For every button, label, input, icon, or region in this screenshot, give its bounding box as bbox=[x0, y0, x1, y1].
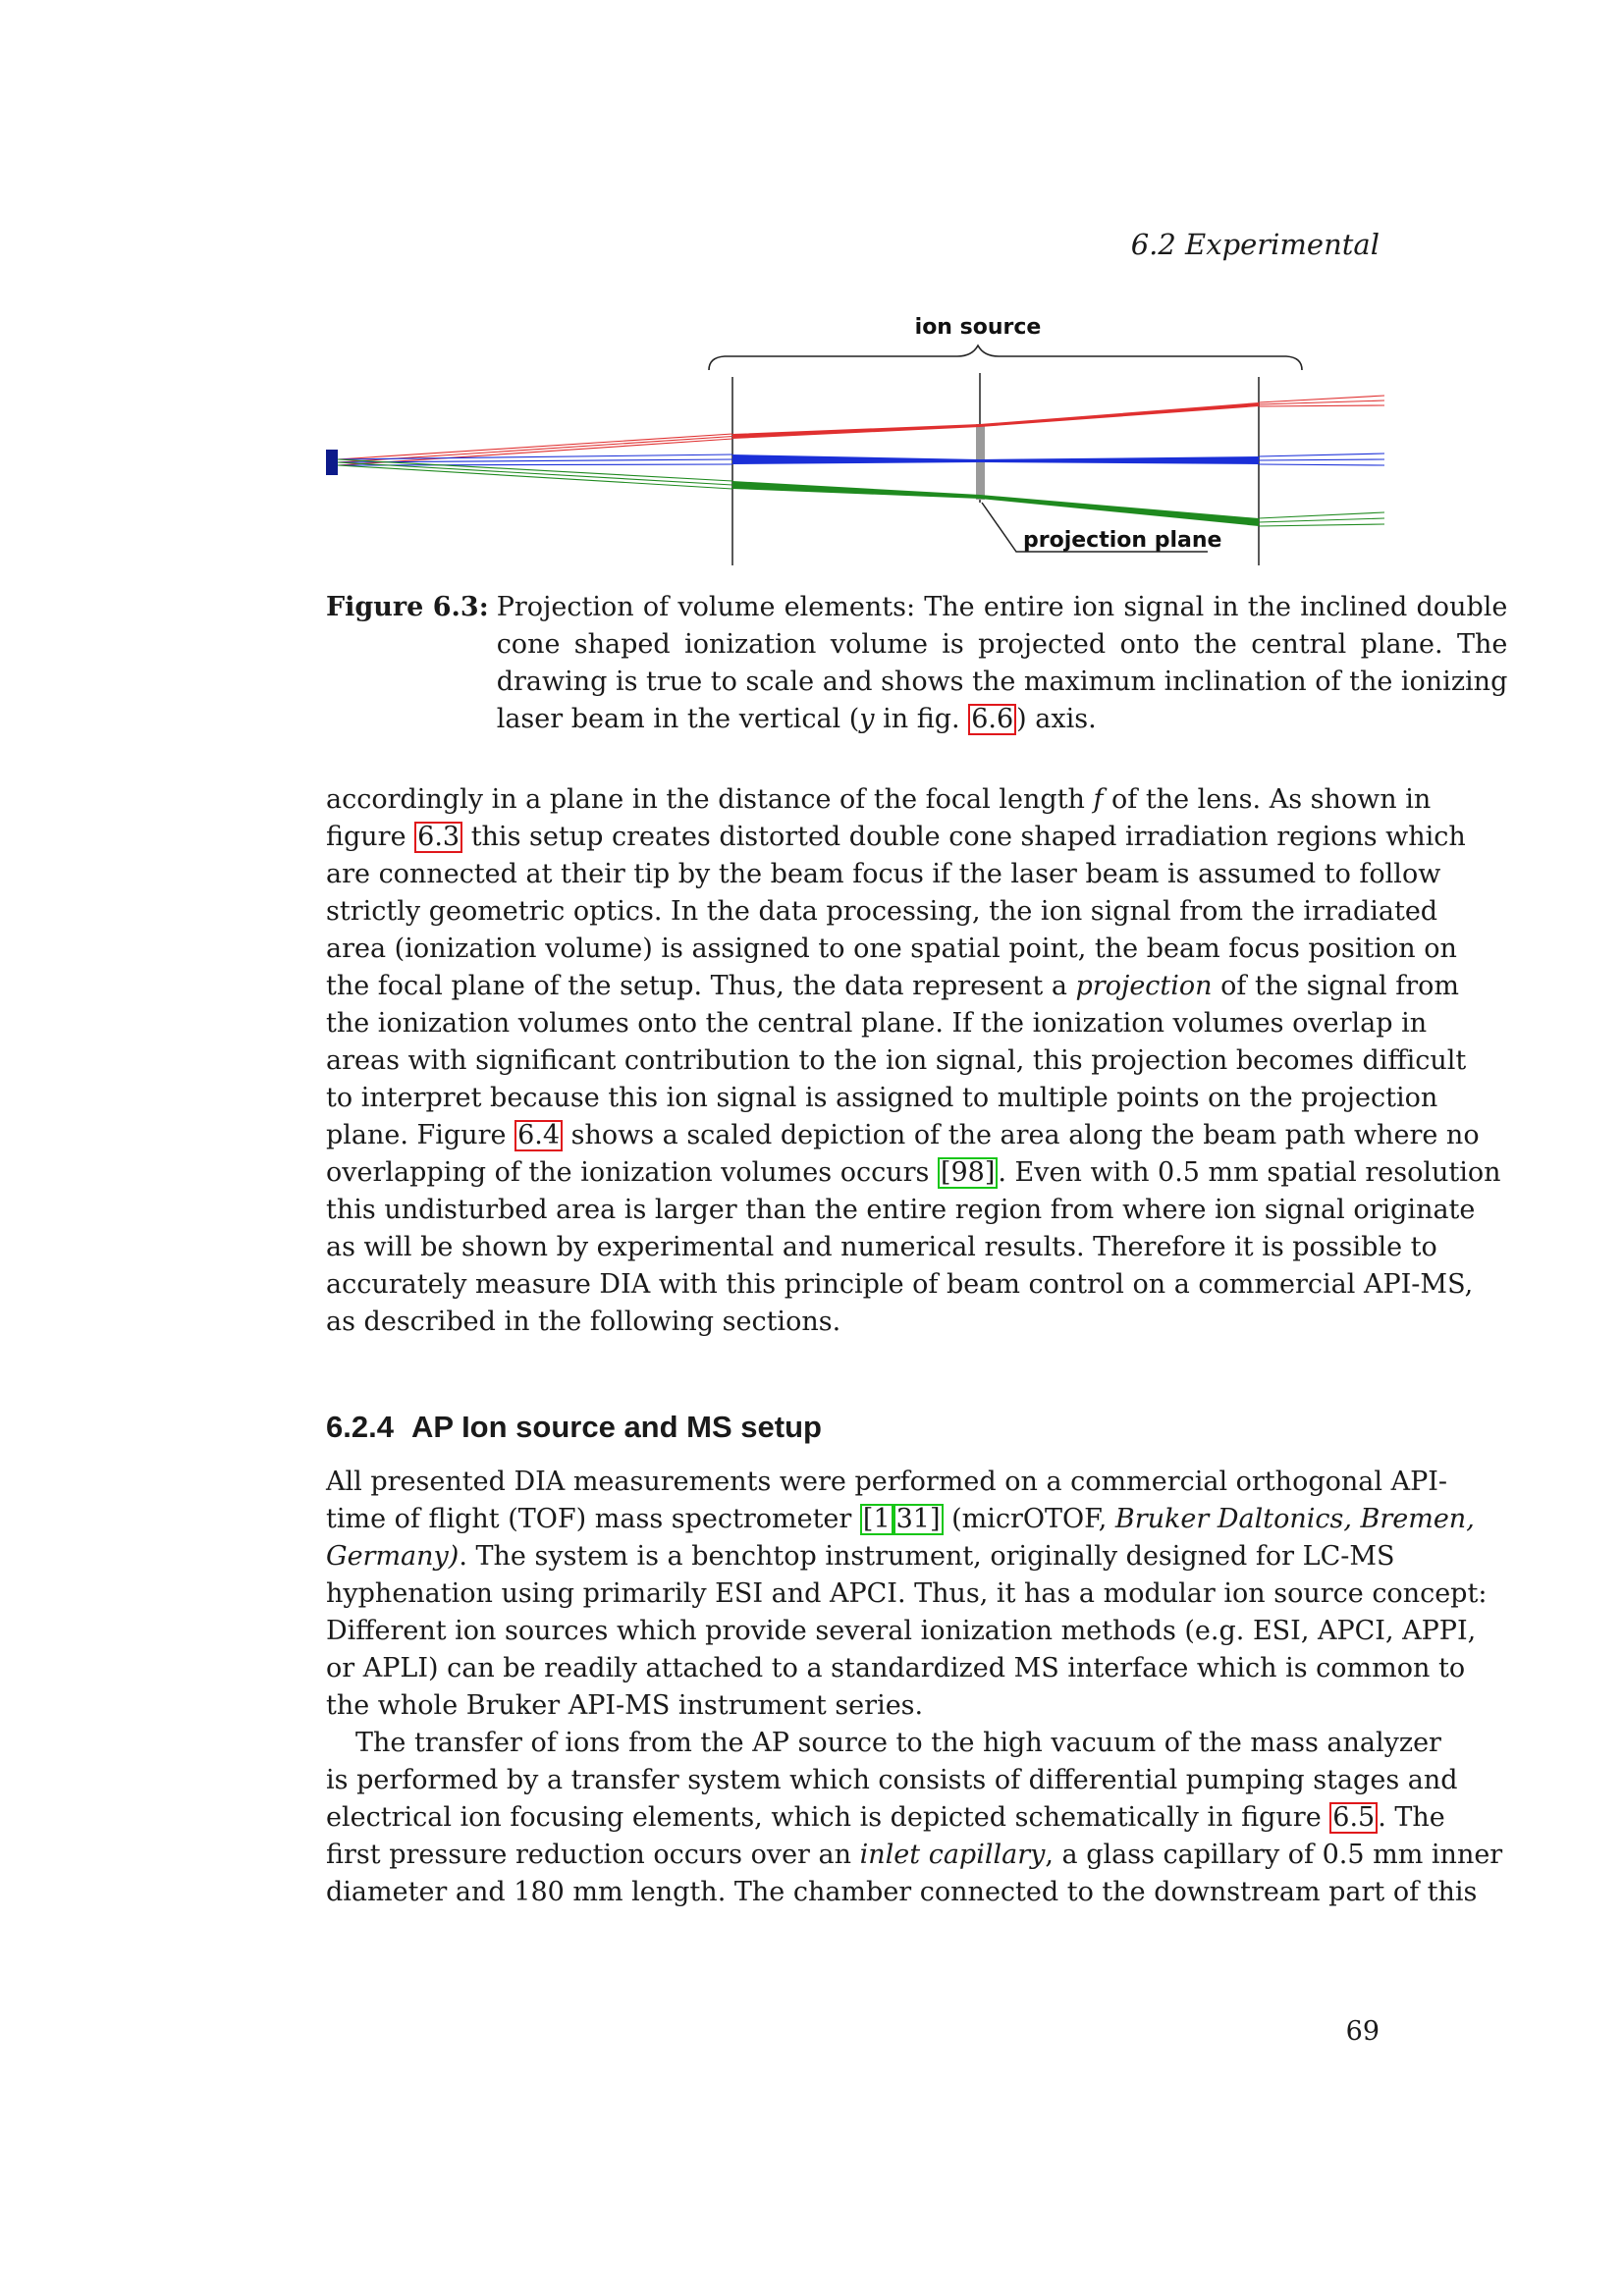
ion-source-brace bbox=[709, 346, 1302, 370]
text-line: area (ionization volume) is assigned to one spatial point, the beam focus position on bbox=[326, 934, 1457, 964]
text-line: as will be shown by experimental and numerical results. Therefore it is possible to bbox=[326, 1232, 1437, 1262]
text-line bbox=[326, 1538, 1395, 1575]
caption-variable: y bbox=[859, 704, 875, 734]
paragraph-transfer bbox=[326, 1725, 1503, 1911]
figure-caption bbox=[326, 589, 1508, 738]
caption-text: laser beam in the vertical ( bbox=[496, 704, 860, 734]
text-line: diameter and 180 mm length. The chamber connected to the downstream part of this bbox=[326, 1877, 1478, 1907]
text-line: accurately measure DIA with this principle of beam control on a commercial API-MS, bbox=[326, 1269, 1474, 1300]
center-beam-exit-ray bbox=[1259, 464, 1384, 465]
text-line: the ionization volumes onto the central plane. If the ionization volumes overlap in bbox=[326, 1008, 1428, 1039]
text-run: overlapping of the ionization volumes occurs bbox=[326, 1157, 938, 1188]
lower-beam-fan-ray bbox=[338, 465, 732, 489]
text-run: time of flight (TOF) mass spectrometer bbox=[326, 1504, 860, 1534]
text-emphasis: projection bbox=[1075, 971, 1213, 1001]
text-run: the focal plane of the setup. Thus, the data represent a bbox=[326, 971, 1076, 1001]
text-run: (micrOTOF, bbox=[943, 1504, 1115, 1534]
text-line: All presented DIA measurements were performed on a commercial orthogonal API- bbox=[326, 1467, 1448, 1497]
text-line: hyphenation using primarily ESI and APCI. Thus, it has a modular ion source concept: bbox=[326, 1578, 1488, 1609]
caption-line: drawing is true to scale and shows the maximum inclination of the ionizing bbox=[496, 667, 1508, 697]
caption-label: Figure 6.3: bbox=[326, 592, 489, 622]
text-run: accordingly in a plane in the distance of the focal length bbox=[326, 784, 1094, 815]
text-run: of the lens. As shown in bbox=[1103, 784, 1432, 815]
lower-beam-exit-ray bbox=[1259, 524, 1384, 526]
ion-source-label: ion source bbox=[914, 315, 1042, 340]
text-run: . Even with 0.5 mm spatial resolution bbox=[998, 1157, 1501, 1188]
caption-text: ) axis. bbox=[1016, 704, 1097, 734]
lower-beam-exit-ray bbox=[1259, 512, 1384, 518]
upper-beam-exit-ray bbox=[1259, 405, 1384, 406]
projection-plane-label: projection plane bbox=[1023, 528, 1222, 553]
caption-line: cone shaped ionization volume is projected onto the central plane. The bbox=[496, 629, 1508, 660]
text-line: Different ion sources which provide several ionization methods (e.g. ESI, APCI, APPI, bbox=[326, 1616, 1477, 1646]
lower-beam-fan-ray bbox=[338, 462, 732, 485]
page-number: 69 bbox=[1345, 2016, 1380, 2047]
caption-line: Projection of volume elements: The entire ion signal in the inclined double bbox=[496, 592, 1508, 622]
beam-bundles bbox=[338, 396, 1384, 526]
text-line bbox=[326, 1837, 1503, 1874]
text-line: strictly geometric optics. In the data processing, the ion signal from the irradiated bbox=[326, 896, 1438, 927]
section-number: 6.2.4 bbox=[326, 1410, 394, 1444]
center-beam-fan-ray bbox=[338, 464, 732, 465]
ref-fig-6-5[interactable]: 6.5 bbox=[1329, 1802, 1378, 1834]
section-heading bbox=[326, 1410, 822, 1445]
text-run: , a glass capillary of 0.5 mm inner bbox=[1045, 1840, 1503, 1870]
lower-beam-ionization-volume bbox=[732, 481, 1259, 526]
text-run: . The system is a benchtop instrument, originally designed for LC-MS bbox=[459, 1541, 1395, 1572]
text-run: electrical ion focusing elements, which is depicted schematically in figure bbox=[326, 1802, 1330, 1833]
text-line: the whole Bruker API-MS instrument series. bbox=[326, 1690, 924, 1721]
text-emphasis: Germany) bbox=[326, 1541, 460, 1572]
text-line: as described in the following sections. bbox=[326, 1307, 841, 1337]
text-run: shows a scaled depiction of the area along the beam path where no bbox=[563, 1120, 1480, 1150]
projection-diagram-svg bbox=[314, 294, 1384, 579]
text-run: . The bbox=[1378, 1802, 1445, 1833]
text-run: of the signal from bbox=[1212, 971, 1460, 1001]
text-run: figure bbox=[326, 822, 415, 852]
text-emphasis: Bruker Daltonics, Bremen, bbox=[1114, 1504, 1475, 1534]
center-beam-exit-ray bbox=[1259, 459, 1384, 460]
center-beam-ionization-volume bbox=[732, 454, 1259, 464]
text-run: this setup creates distorted double cone shaped irradiation regions which bbox=[462, 822, 1466, 852]
text-variable: f bbox=[1093, 784, 1104, 815]
upper-beam-ionization-volume bbox=[732, 402, 1259, 439]
text-line: are connected at their tip by the beam focus if the laser beam is assumed to follow bbox=[326, 859, 1441, 889]
text-line: or APLI) can be readily attached to a standardized MS interface which is common to bbox=[326, 1653, 1466, 1683]
lower-beam-exit-ray bbox=[1259, 518, 1384, 522]
lower-beam-fan-ray bbox=[338, 459, 732, 481]
paragraph-setup bbox=[326, 1464, 1488, 1725]
citation-31[interactable]: 31] bbox=[893, 1504, 944, 1535]
text-line bbox=[326, 968, 1460, 1005]
text-line: to interpret because this ion signal is assigned to multiple points on the projection bbox=[326, 1083, 1438, 1113]
text-line bbox=[326, 1154, 1501, 1192]
text-line bbox=[326, 819, 1466, 856]
text-run: first pressure reduction occurs over an bbox=[326, 1840, 860, 1870]
citation-1[interactable]: [1 bbox=[860, 1504, 893, 1535]
text-run: plane. Figure bbox=[326, 1120, 515, 1150]
text-line: areas with significant contribution to the ion signal, this projection becomes difficult bbox=[326, 1045, 1467, 1076]
laser-source bbox=[326, 450, 338, 475]
center-beam-exit-ray bbox=[1259, 454, 1384, 456]
text-line: is performed by a transfer system which consists of differential pumping stages and bbox=[326, 1765, 1458, 1795]
ref-fig-6-4[interactable]: 6.4 bbox=[514, 1120, 563, 1151]
figure-projection-diagram bbox=[314, 294, 1384, 579]
text-emphasis: inlet capillary bbox=[859, 1840, 1046, 1870]
text-line bbox=[326, 1501, 1475, 1538]
citation-98[interactable]: [98] bbox=[938, 1157, 998, 1189]
caption-text: in fig. bbox=[874, 704, 969, 734]
ref-fig-6-6[interactable]: 6.6 bbox=[968, 704, 1016, 735]
running-head: 6.2 Experimental bbox=[1130, 228, 1380, 261]
ref-fig-6-3[interactable]: 6.3 bbox=[414, 822, 462, 853]
text-line bbox=[326, 781, 1432, 819]
section-title: AP Ion source and MS setup bbox=[410, 1410, 822, 1444]
text-line bbox=[326, 1799, 1445, 1837]
paragraph-projection bbox=[326, 781, 1501, 1341]
text-line bbox=[326, 1117, 1480, 1154]
caption-line bbox=[497, 701, 1508, 738]
text-line: The transfer of ions from the AP source to the high vacuum of the mass analyzer bbox=[355, 1728, 1441, 1758]
caption-body bbox=[497, 589, 1508, 738]
text-line: this undisturbed area is larger than the entire region from where ion signal originate bbox=[326, 1195, 1476, 1225]
